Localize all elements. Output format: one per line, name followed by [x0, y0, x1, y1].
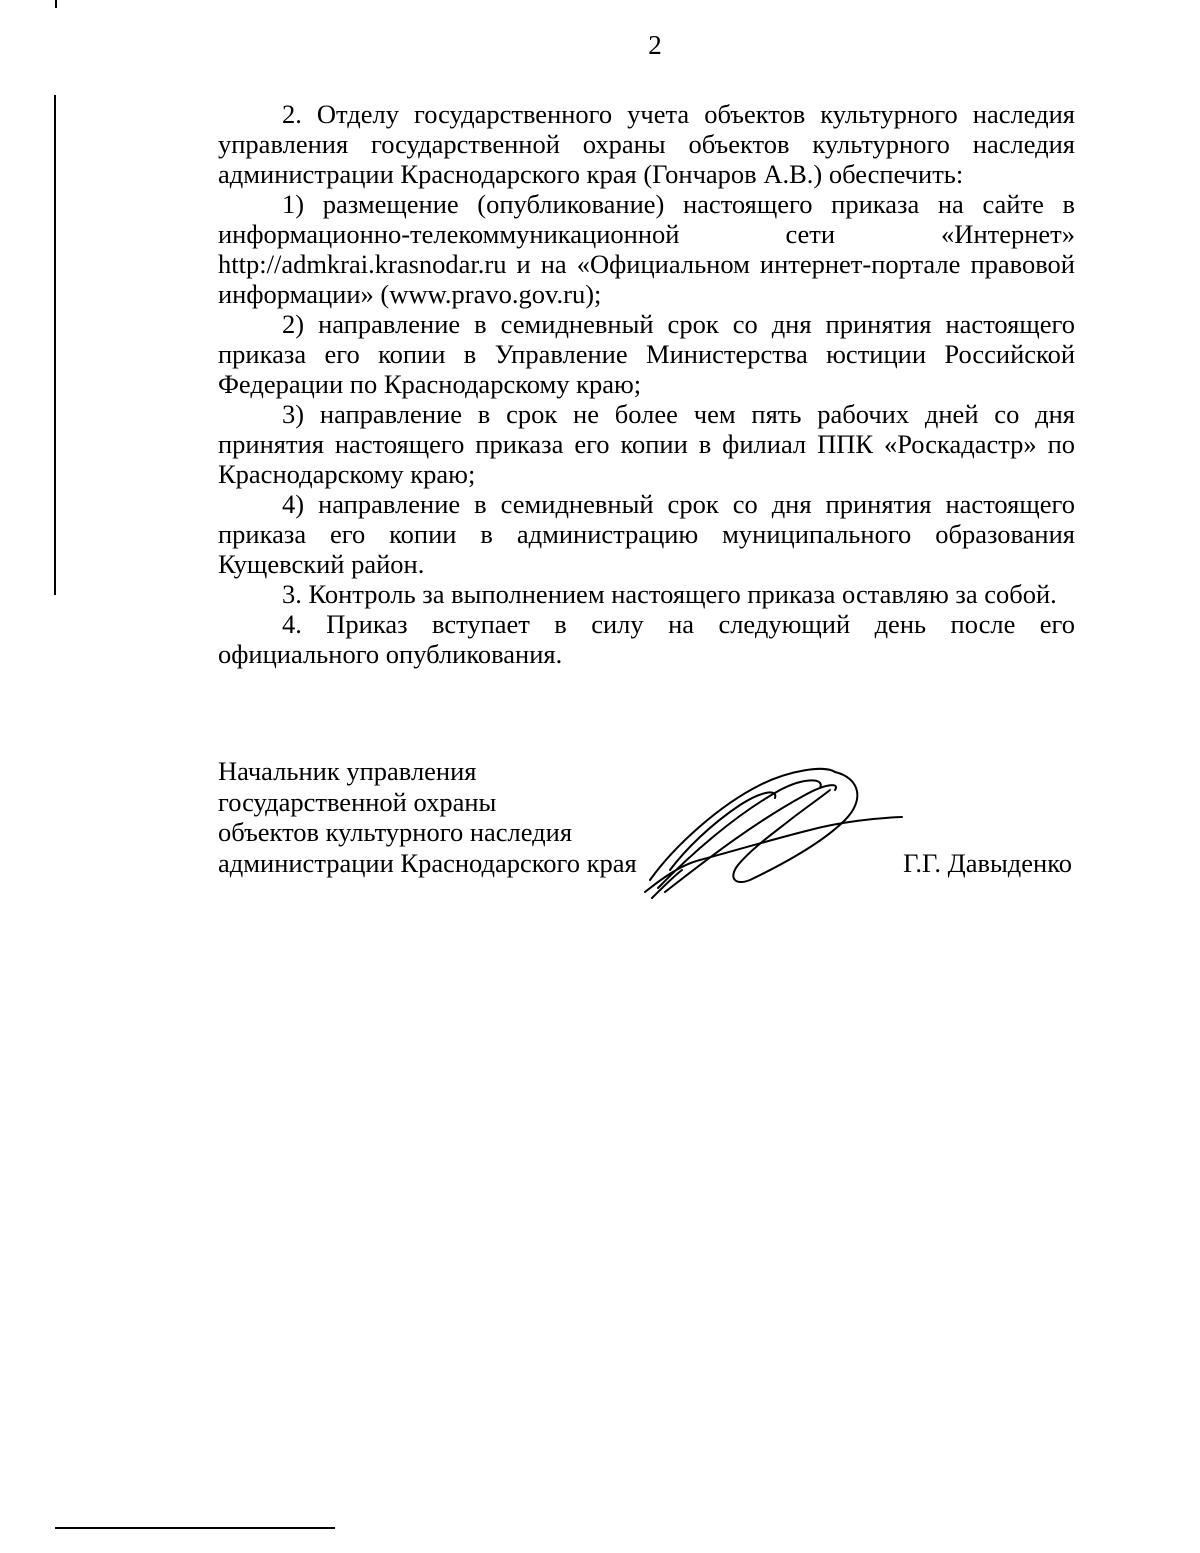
signer-title-line: Начальник управления — [218, 756, 477, 786]
paragraph-2-registry-department: 2. Отделу государственного учета объектов культурного наследия управления государственной охраны объектов культурного наследия администрации Краснодарского края (Гончаров А.В.) обеспечить: — [218, 99, 1075, 189]
paragraph-4-effective-date: 4. Приказ вступает в силу на следующий день после его официального опубликования. — [218, 609, 1075, 669]
paragraph-item-2-ministry-of-justice: 2) направление в семидневный срок со дня принятия настоящего приказа его копии в Управление Министерства юстиции Российской Федерации по Краснодарскому краю; — [218, 309, 1075, 399]
scan-margin-mark-top — [55, 0, 57, 8]
signer-title-line: администрации Краснодарского края — [218, 847, 637, 878]
handwritten-signature — [640, 760, 910, 905]
paragraph-3-control: 3. Контроль за выполнением настоящего приказа оставляю за собой. — [282, 579, 1057, 609]
scan-margin-mark-left — [54, 95, 56, 595]
footnote-separator-line — [55, 1527, 335, 1529]
paragraph-item-4-municipality: 4) направление в семидневный срок со дня принятия настоящего приказа его копии в администрацию муниципального образования Кущевский район. — [218, 489, 1075, 579]
signer-name: Г.Г. Давыденко — [903, 847, 1072, 878]
signer-title-line: объектов культурного наследия — [218, 817, 573, 847]
paragraph-item-1-publication: 1) размещение (опубликование) настоящего приказа на сайте в информационно-телекоммуникационной сети «Интернет» http://admkrai.krasnodar.ru и на «Официальном интернет-портале правовой информации» (www.pravo.gov.ru); — [218, 189, 1075, 309]
signer-title-line: государственной охраны — [218, 786, 497, 817]
document-body — [218, 99, 1075, 669]
paragraph-item-3-roskadastr: 3) направление в срок не более чем пять рабочих дней со дня принятия настоящего приказа его копии в филиал ППК «Роскадастр» по Краснодарскому краю; — [218, 399, 1075, 489]
page-number: 2 — [648, 30, 662, 60]
